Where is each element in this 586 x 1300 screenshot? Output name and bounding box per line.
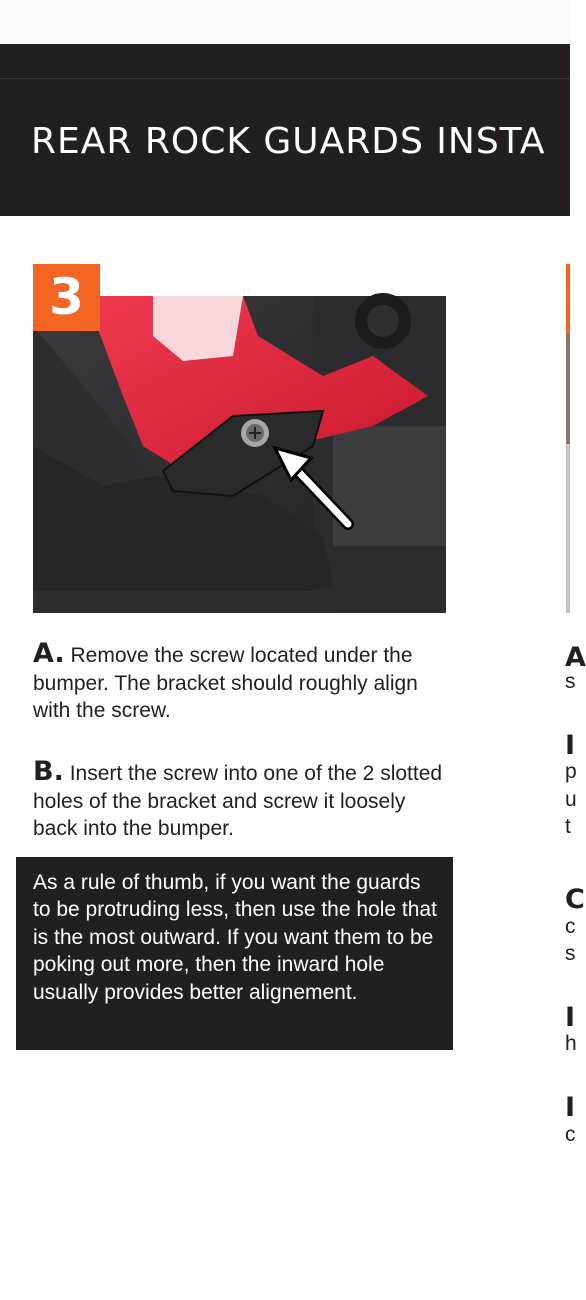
next-column-fragment: I: [565, 1002, 576, 1033]
next-column-fragment: u: [565, 788, 577, 811]
next-step-photo-edge: [566, 264, 570, 613]
next-column-fragment: c: [565, 915, 576, 938]
tip-text: As a rule of thumb, if you want the guards to be protruding less, then use the hole that is the most outward. If you want them to be poking out more, then the inward hole usually provides better alignement.: [33, 871, 437, 1004]
next-column-fragment: s: [565, 942, 576, 965]
site-navbar: [0, 44, 570, 78]
step-paragraph-b: [33, 758, 453, 843]
step-number-badge: 3: [33, 264, 100, 331]
paragraph-letter: B.: [33, 756, 64, 787]
browser-top-strip: [0, 0, 570, 45]
next-column-fragment: I: [565, 1092, 576, 1123]
next-column-fragment: s: [565, 670, 576, 693]
next-column-fragment: I: [565, 730, 576, 761]
paragraph-text: Insert the screw into one of the 2 slotted holes of the bracket and screw it loosely back into the bumper.: [33, 762, 443, 840]
page-header: [0, 79, 570, 216]
paragraph-text: Remove the screw located under the bumper. The bracket should roughly align with the screw.: [33, 644, 418, 722]
next-column-fragment: p: [565, 760, 577, 783]
next-column-fragment: A: [565, 642, 586, 673]
next-column-fragment: t: [565, 815, 571, 838]
next-column-fragment: h: [565, 1032, 577, 1055]
next-column-fragment: C: [565, 884, 585, 915]
step-photo: [33, 296, 446, 613]
step-paragraph-a: [33, 640, 453, 725]
next-column-fragment: c: [565, 1123, 576, 1146]
page-title: REAR ROCK GUARDS INSTA: [31, 121, 546, 162]
paragraph-letter: A.: [33, 638, 65, 669]
tip-box: [16, 857, 453, 1050]
